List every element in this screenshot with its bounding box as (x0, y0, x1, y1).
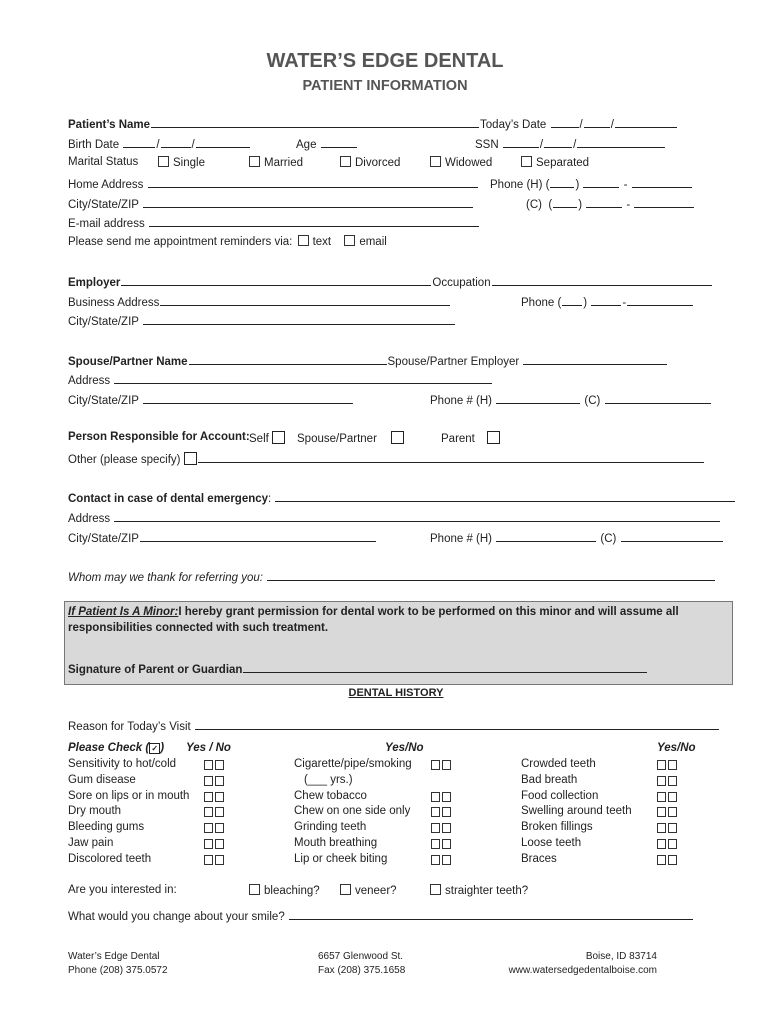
interested-straighter[interactable] (430, 884, 528, 897)
history-item-label: Braces (521, 852, 557, 865)
emergency-phone-c-label: (C) (600, 533, 617, 545)
history-yes-no-checkboxes[interactable] (204, 855, 226, 868)
reminder-email-label: email (359, 236, 387, 248)
employer-field[interactable] (121, 274, 431, 286)
todays-date-label: Today’s Date (480, 119, 547, 131)
history-item-label: Sensitivity to hot/cold (68, 758, 177, 770)
history-yes-no-checkboxes[interactable] (204, 807, 226, 820)
emergency-city-field[interactable] (140, 530, 376, 542)
home-address-row (68, 176, 479, 191)
emergency-address-row (68, 510, 721, 525)
marital-single-label: Single (173, 157, 205, 169)
minor-signature-field[interactable] (243, 661, 647, 673)
business-phone-line-field[interactable] (627, 294, 693, 306)
history-item-label: Chew on one side only (294, 805, 411, 818)
spouse-address-label: Address (68, 375, 111, 387)
history-yes-no-checkboxes[interactable] (431, 807, 453, 820)
ssn-part3-field[interactable] (577, 136, 665, 148)
emergency-phone-row (430, 530, 724, 545)
history-yes-no-checkboxes[interactable] (204, 760, 226, 773)
checkbox-icon[interactable] (487, 431, 500, 444)
home-address-label: Home Address (68, 179, 144, 191)
responsible-spouse[interactable] (297, 431, 404, 445)
age-label: Age (296, 139, 317, 151)
emergency-city-row (68, 530, 377, 545)
history-yes-no-checkboxes[interactable] (657, 823, 679, 836)
no-checkbox-icon[interactable] (442, 839, 451, 849)
business-address-label: Business Address (68, 297, 160, 309)
patient-name-field[interactable] (151, 116, 479, 128)
history-yes-no-checkboxes[interactable] (657, 807, 679, 820)
clinic-title: WATER’S EDGE DENTAL (266, 50, 504, 72)
checkbox-icon[interactable] (521, 156, 532, 167)
checkbox-icon[interactable] (272, 431, 285, 444)
checkbox-icon[interactable] (340, 884, 351, 895)
history-item-label: Mouth breathing (294, 837, 378, 849)
occupation-field[interactable] (492, 274, 712, 286)
please-check-heading (68, 742, 164, 754)
birth-month-field[interactable] (123, 136, 155, 148)
business-phone-label: Phone (521, 297, 555, 309)
history-yes-no-checkboxes[interactable] (204, 776, 226, 789)
yes-checkbox-icon[interactable] (657, 839, 666, 849)
minor-lead: If Patient Is A Minor: (68, 606, 179, 618)
spouse-name-row (68, 353, 668, 368)
yes-checkbox-icon[interactable] (204, 776, 213, 786)
no-checkbox-icon[interactable] (668, 792, 677, 802)
patient-name-row: Patient’s Name Today’s Date / / (68, 116, 678, 131)
yes-no-header-3: Yes/No (657, 742, 696, 754)
marital-status-label: Marital Status (68, 156, 139, 168)
checkbox-icon[interactable] (430, 156, 441, 167)
history-item-label: Sore on lips or in mouth (68, 789, 190, 802)
no-checkbox-icon[interactable] (215, 760, 224, 770)
reminder-text-option[interactable] (298, 236, 332, 248)
interested-label: Are you interested in: (68, 884, 177, 896)
city-label: City/State/ZIP (68, 199, 139, 211)
home-address-field[interactable] (148, 176, 478, 188)
history-yes-no-checkboxes[interactable] (204, 823, 226, 836)
history-yes-no-checkboxes[interactable] (431, 855, 453, 868)
checkbox-icon[interactable] (249, 884, 260, 895)
marital-single[interactable] (158, 156, 205, 169)
history-item-label: Food collection (521, 789, 599, 802)
emergency-phone-h-field[interactable] (496, 530, 596, 542)
marital-separated-label: Separated (536, 157, 590, 169)
emergency-city-label: City/State/ZIP (68, 533, 139, 545)
checkbox-icon[interactable] (249, 156, 260, 167)
checkbox-icon[interactable] (158, 156, 169, 167)
phone-c-label: (C) (526, 199, 542, 211)
footer-fax: Fax (208) 375.1658 (318, 965, 406, 976)
ssn-row: SSN / / (475, 136, 666, 151)
footer-web: www.watersedgedentalboise.com (508, 965, 657, 976)
responsible-other-label: Other (please specify) (68, 454, 181, 466)
reason-label: Reason for Today’s Visit (68, 721, 191, 733)
footer-city: Boise, ID 83714 (585, 951, 657, 962)
reminders-row (68, 235, 387, 248)
checkbox-icon[interactable] (430, 884, 441, 895)
marital-divorced-label: Divorced (355, 157, 401, 169)
spouse-name-label: Spouse/Partner Name (68, 356, 188, 368)
history-yes-no-checkboxes[interactable] (657, 760, 679, 773)
no-checkbox-icon[interactable] (668, 776, 677, 786)
interested-veneer-label: veneer? (355, 885, 397, 897)
email-field[interactable] (149, 215, 479, 227)
footer-phone: Phone (208) 375.0572 (68, 965, 168, 976)
history-yes-no-checkboxes[interactable] (431, 823, 453, 836)
yes-checkbox-icon[interactable] (431, 792, 440, 802)
marital-separated[interactable] (521, 156, 589, 169)
yes-checkbox-icon[interactable] (657, 760, 666, 770)
yes-checkbox-icon[interactable] (657, 807, 666, 817)
yes-checkbox-icon[interactable] (431, 823, 440, 833)
please-check-end: ) (160, 742, 165, 754)
history-item-label: Dry mouth (68, 805, 122, 818)
checkbox-icon[interactable] (184, 452, 197, 465)
spouse-city-label: City/State/ZIP (68, 395, 139, 407)
history-item-label: Bad breath (521, 773, 578, 786)
yes-checkbox-icon[interactable] (204, 839, 213, 849)
yes-checkbox-icon[interactable] (657, 823, 666, 833)
history-yes-no-checkboxes[interactable] (431, 792, 453, 805)
history-yes-no-checkboxes[interactable] (431, 760, 453, 773)
spouse-phone-h-field[interactable] (496, 392, 580, 404)
no-checkbox-icon[interactable] (215, 792, 224, 802)
responsible-parent-label: Parent (441, 433, 475, 445)
responsible-other-row (68, 451, 705, 466)
history-item-label: Jaw pain (68, 837, 114, 849)
change-smile-row (68, 908, 694, 923)
please-check-text: Please Check ( (68, 742, 150, 754)
spouse-phone-c-field[interactable] (605, 392, 711, 404)
spouse-address-row (68, 372, 493, 387)
ssn-part1-field[interactable] (503, 136, 539, 148)
phone-h-line-field[interactable] (632, 176, 692, 188)
date-year-field[interactable] (615, 116, 677, 128)
age-row (296, 136, 358, 151)
phone-h-prefix-field[interactable] (583, 176, 619, 188)
form-subtitle: PATIENT INFORMATION (302, 78, 468, 94)
minor-signature-label: Signature of Parent or Guardian (68, 664, 243, 676)
history-item-label: Lip or cheek biting (294, 852, 388, 865)
history-yes-no-checkboxes[interactable] (657, 839, 679, 852)
footer-name: Water’s Edge Dental (68, 951, 160, 962)
email-row (68, 215, 480, 230)
marital-divorced[interactable] (340, 156, 400, 169)
birth-day-field[interactable] (161, 136, 191, 148)
history-item-label: (___ yrs.) (304, 773, 353, 786)
marital-widowed[interactable] (430, 156, 492, 169)
marital-widowed-label: Widowed (445, 157, 493, 169)
no-checkbox-icon[interactable] (215, 776, 224, 786)
emergency-phone-c-field[interactable] (621, 530, 723, 542)
interested-veneer[interactable] (340, 884, 397, 897)
no-checkbox-icon[interactable] (668, 760, 677, 770)
emergency-address-label: Address (68, 513, 111, 525)
history-yes-no-checkboxes[interactable] (204, 792, 226, 805)
history-item-label: Loose teeth (521, 837, 582, 849)
checkbox-icon[interactable] (391, 431, 404, 444)
yes-no-header-1: Yes / No (186, 742, 231, 754)
minor-text2: responsibilities connected with such treatment. (68, 622, 329, 634)
employer-label: Employer (68, 277, 121, 289)
responsible-self-label: Self (249, 433, 269, 445)
spouse-city-row (68, 392, 354, 407)
business-address-field[interactable] (160, 294, 450, 306)
phone-c-prefix-field[interactable] (586, 196, 622, 208)
marital-married-label: Married (264, 157, 303, 169)
no-checkbox-icon[interactable] (668, 807, 677, 817)
emergency-contact-field[interactable] (275, 490, 735, 502)
checkmark-icon: ✓ (149, 743, 160, 754)
history-item-label: Broken fillings (521, 821, 593, 834)
dental-history-heading: DENTAL HISTORY (348, 687, 444, 699)
yes-checkbox-icon[interactable] (431, 839, 440, 849)
employer-city-label: City/State/ZIP (68, 316, 139, 328)
yes-checkbox-icon[interactable] (431, 760, 440, 770)
yes-checkbox-icon[interactable] (657, 855, 666, 865)
referral-row: Whom may we thank for referring you: (68, 569, 716, 584)
yes-checkbox-icon[interactable] (431, 807, 440, 817)
responsible-spouse-label: Spouse/Partner (297, 433, 377, 445)
yes-checkbox-icon[interactable] (657, 776, 666, 786)
no-checkbox-icon[interactable] (442, 760, 451, 770)
no-checkbox-icon[interactable] (442, 792, 451, 802)
spouse-city-field[interactable] (143, 392, 353, 404)
no-checkbox-icon[interactable] (668, 823, 677, 833)
ssn-part2-field[interactable] (544, 136, 572, 148)
interested-bleaching[interactable] (249, 884, 320, 897)
history-item-label: Chew tobacco (294, 789, 367, 802)
no-checkbox-icon[interactable] (215, 855, 224, 865)
spouse-name-field[interactable] (189, 353, 387, 365)
checkbox-icon[interactable] (344, 235, 355, 246)
city-row (68, 196, 474, 211)
interested-bleaching-label: bleaching? (264, 885, 320, 897)
no-checkbox-icon[interactable] (442, 807, 451, 817)
marital-married[interactable] (249, 156, 303, 169)
no-checkbox-icon[interactable] (215, 823, 224, 833)
history-yes-no-checkboxes[interactable] (431, 839, 453, 852)
age-field[interactable] (321, 136, 357, 148)
no-checkbox-icon[interactable] (442, 855, 451, 865)
spouse-employer-field[interactable] (523, 353, 667, 365)
spouse-address-field[interactable] (114, 372, 492, 384)
email-label: E-mail address (68, 218, 145, 230)
reason-row (68, 718, 720, 733)
spouse-phone-c-label: (C) (584, 395, 601, 407)
history-item-label: Bleeding gums (68, 821, 145, 834)
responsible-label-text: Person Responsible for Account: (68, 431, 250, 443)
reminders-label: Please send me appointment reminders via: (68, 236, 293, 248)
history-yes-no-checkboxes[interactable] (657, 855, 679, 868)
no-checkbox-icon[interactable] (215, 807, 224, 817)
phone-c-line-field[interactable] (634, 196, 694, 208)
checkbox-icon[interactable] (340, 156, 351, 167)
change-smile-label: What would you change about your smile? (68, 911, 285, 923)
yes-checkbox-icon[interactable] (204, 807, 213, 817)
history-item-label: Crowded teeth (521, 758, 596, 770)
emergency-address-field[interactable] (114, 510, 720, 522)
interested-straighter-label: straighter teeth? (445, 885, 529, 897)
referral-label: Whom may we thank for referring you (68, 572, 260, 584)
no-checkbox-icon[interactable] (215, 839, 224, 849)
business-address-row (68, 294, 451, 309)
emergency-phone-h-label: Phone # (H) (430, 533, 493, 545)
history-item-label: Cigarette/pipe/smoking (294, 758, 412, 770)
occupation-label: Occupation (432, 277, 491, 289)
birth-date-row: Birth Date / / (68, 136, 251, 151)
minor-signature-row (68, 661, 648, 676)
footer-street: 6657 Glenwood St. (318, 951, 404, 962)
patient-name-label: Patient’s Name (68, 119, 151, 131)
yes-checkbox-icon[interactable] (204, 760, 213, 770)
yes-checkbox-icon[interactable] (657, 792, 666, 802)
responsible-parent[interactable] (441, 431, 500, 445)
birth-date-label: Birth Date (68, 139, 120, 151)
date-month-field[interactable] (551, 116, 579, 128)
business-phone-row: Phone ( ) - (521, 294, 694, 309)
cell-phone-row: (C) ( ) - (526, 196, 695, 211)
emergency-label: Contact in case of dental emergency (68, 493, 269, 505)
history-item-label: Gum disease (68, 773, 136, 786)
employer-city-row (68, 313, 456, 328)
reminder-text-label: text (312, 236, 332, 248)
minor-text1: I hereby grant permission for dental work to be performed on this minor and will assume all (178, 606, 679, 618)
spouse-phone-row (430, 392, 712, 407)
city-field[interactable] (143, 196, 473, 208)
employer-city-field[interactable] (143, 313, 455, 325)
emergency-row: Contact in case of dental emergency: (68, 490, 736, 505)
referral-field[interactable] (267, 569, 715, 581)
employer-row (68, 274, 713, 289)
date-day-field[interactable] (584, 116, 610, 128)
no-checkbox-icon[interactable] (442, 823, 451, 833)
history-yes-no-checkboxes[interactable] (657, 792, 679, 805)
responsible-label (68, 431, 250, 443)
yes-no-header-2: Yes/No (385, 742, 424, 754)
no-checkbox-icon[interactable] (668, 855, 677, 865)
history-item-label: Grinding teeth (294, 821, 367, 834)
birth-year-field[interactable] (196, 136, 250, 148)
history-yes-no-checkboxes[interactable] (204, 839, 226, 852)
reminder-email-option[interactable] (344, 236, 386, 248)
checkbox-icon[interactable] (298, 235, 309, 246)
history-yes-no-checkboxes[interactable] (657, 776, 679, 789)
business-phone-area-field[interactable] (562, 294, 582, 306)
spouse-employer-label: Spouse/Partner Employer (387, 356, 520, 368)
reason-field[interactable] (195, 718, 719, 730)
spouse-phone-h-label: Phone # (H) (430, 395, 493, 407)
minor-consent-line1 (68, 606, 679, 618)
responsible-other-field[interactable] (198, 451, 704, 463)
yes-checkbox-icon[interactable] (204, 855, 213, 865)
responsible-self[interactable] (249, 431, 285, 445)
history-item-label: Discolored teeth (68, 852, 152, 865)
business-phone-prefix-field[interactable] (591, 294, 621, 306)
yes-checkbox-icon[interactable] (431, 855, 440, 865)
phone-h-area-field[interactable] (550, 176, 574, 188)
history-item-label: Swelling around teeth (521, 805, 632, 818)
no-checkbox-icon[interactable] (668, 839, 677, 849)
yes-checkbox-icon[interactable] (204, 792, 213, 802)
yes-checkbox-icon[interactable] (204, 823, 213, 833)
ssn-label: SSN (475, 139, 499, 151)
phone-c-area-field[interactable] (553, 196, 577, 208)
home-phone-row: Phone (H) ( ) - (490, 176, 693, 191)
phone-h-label: Phone (H) (490, 179, 543, 191)
change-smile-field[interactable] (289, 908, 693, 920)
